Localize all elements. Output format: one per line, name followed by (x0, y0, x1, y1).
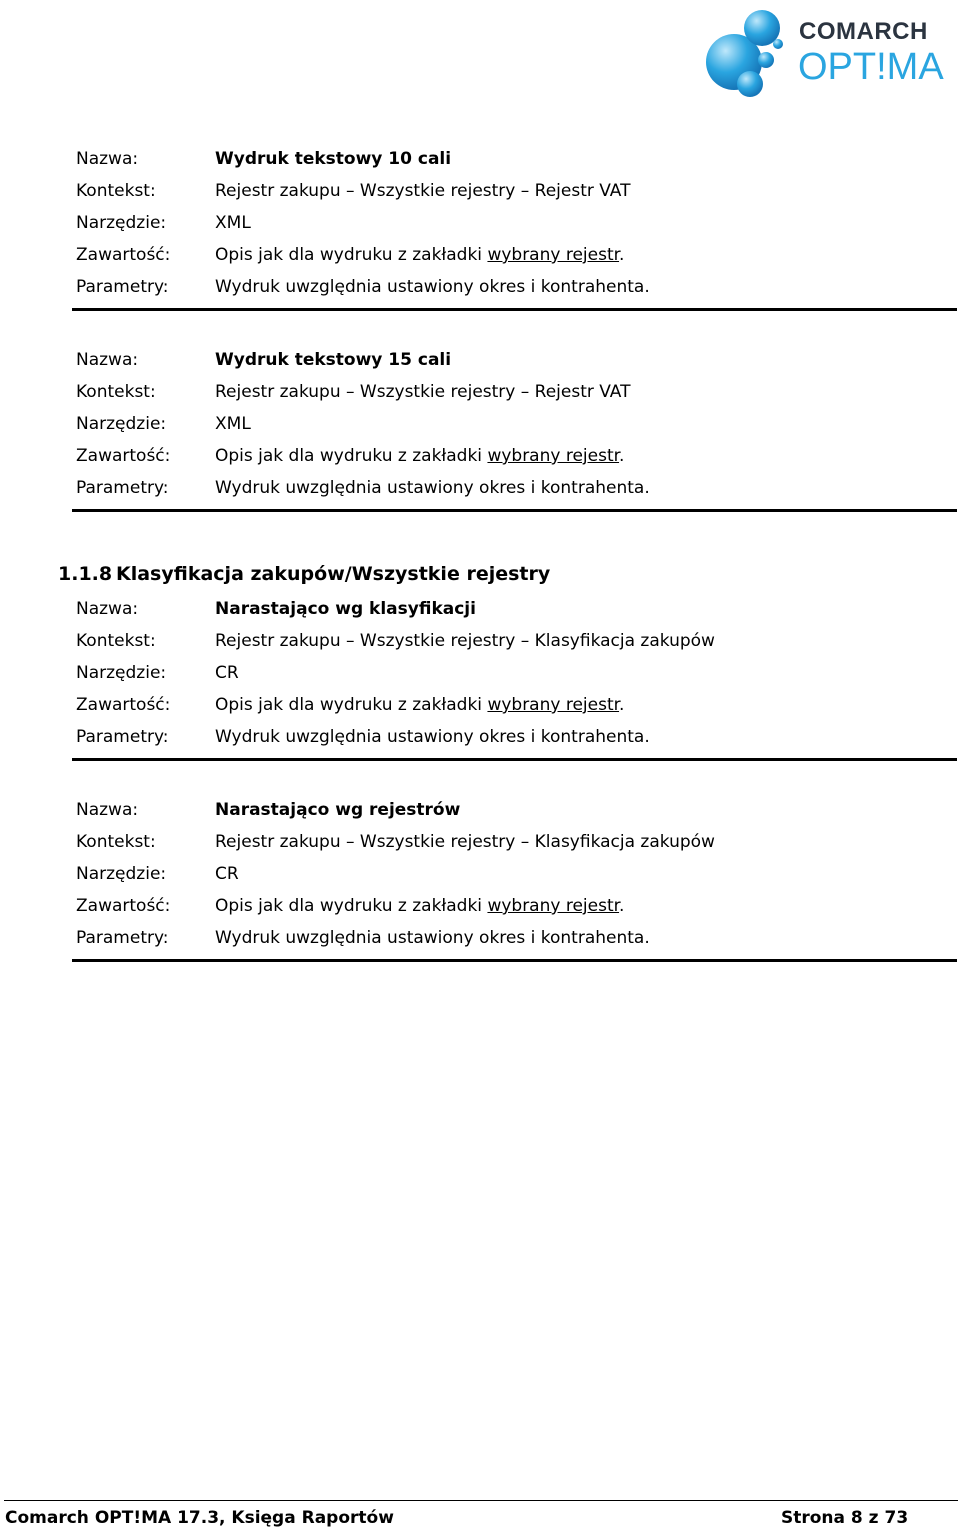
wybrany-rejestr-link[interactable]: wybrany rejestr (487, 896, 620, 916)
divider (72, 758, 957, 761)
divider (72, 308, 957, 311)
tool-label: Narzędzie: (76, 414, 167, 434)
footer-divider (4, 1500, 958, 1501)
comarch-optima-logo (704, 6, 948, 106)
content-text: Opis jak dla wydruku z zakładki (215, 446, 488, 466)
params-label: Parametry: (76, 277, 169, 297)
logo-brand-top: COMARCH (799, 18, 928, 45)
section-title: Klasyfikacja zakupów/Wszystkie rejestry (116, 563, 551, 585)
content-text: Opis jak dla wydruku z zakładki (215, 245, 488, 265)
logo-brand-bottom: OPT!MA (798, 46, 944, 88)
tool-label: Narzędzie: (76, 213, 167, 233)
report-name: Narastająco wg klasyfikacji (215, 599, 476, 619)
section-heading (58, 561, 550, 587)
content-suffix: . (619, 245, 625, 265)
report-params: Wydruk uwzględnia ustawiony okres i kontrahenta. (215, 727, 650, 747)
report-params: Wydruk uwzględnia ustawiony okres i kontrahenta. (215, 928, 650, 948)
report-params: Wydruk uwzględnia ustawiony okres i kontrahenta. (215, 277, 650, 297)
report-content (215, 693, 624, 717)
report-name: Wydruk tekstowy 15 cali (215, 350, 452, 370)
bubbles-icon (704, 6, 794, 106)
report-name: Wydruk tekstowy 10 cali (215, 149, 452, 169)
report-tool: CR (215, 864, 239, 884)
name-label: Nazwa: (76, 800, 139, 820)
content-suffix: . (619, 446, 625, 466)
tool-label: Narzędzie: (76, 864, 167, 884)
content-text: Opis jak dla wydruku z zakładki (215, 896, 488, 916)
section-number: 1.1.8 (58, 563, 113, 585)
context-label: Kontekst: (76, 382, 156, 402)
wybrany-rejestr-link[interactable]: wybrany rejestr (487, 245, 620, 265)
divider (72, 959, 957, 962)
report-content (215, 243, 624, 267)
report-tool: XML (215, 213, 251, 233)
params-label: Parametry: (76, 478, 169, 498)
report-context: Rejestr zakupu – Wszystkie rejestry – Klasyfikacja zakupów (215, 832, 715, 852)
report-content (215, 444, 624, 468)
report-tool: CR (215, 663, 239, 683)
context-label: Kontekst: (76, 832, 156, 852)
wybrany-rejestr-link[interactable]: wybrany rejestr (487, 446, 620, 466)
divider (72, 509, 957, 512)
content-suffix: . (619, 896, 625, 916)
content-label: Zawartość: (76, 446, 171, 466)
params-label: Parametry: (76, 928, 169, 948)
wybrany-rejestr-link[interactable]: wybrany rejestr (487, 695, 620, 715)
report-tool: XML (215, 414, 251, 434)
tool-label: Narzędzie: (76, 663, 167, 683)
report-params: Wydruk uwzględnia ustawiony okres i kontrahenta. (215, 478, 650, 498)
name-label: Nazwa: (76, 599, 139, 619)
content-label: Zawartość: (76, 245, 171, 265)
name-label: Nazwa: (76, 149, 139, 169)
report-context: Rejestr zakupu – Wszystkie rejestry – Klasyfikacja zakupów (215, 631, 715, 651)
content-label: Zawartość: (76, 695, 171, 715)
report-name: Narastająco wg rejestrów (215, 800, 461, 820)
params-label: Parametry: (76, 727, 169, 747)
content-suffix: . (619, 695, 625, 715)
content-label: Zawartość: (76, 896, 171, 916)
context-label: Kontekst: (76, 181, 156, 201)
report-content (215, 894, 624, 918)
content-text: Opis jak dla wydruku z zakładki (215, 695, 488, 715)
report-context: Rejestr zakupu – Wszystkie rejestry – Rejestr VAT (215, 382, 631, 402)
context-label: Kontekst: (76, 631, 156, 651)
name-label: Nazwa: (76, 350, 139, 370)
report-context: Rejestr zakupu – Wszystkie rejestry – Rejestr VAT (215, 181, 631, 201)
footer-page-number: Strona 8 z 73 (781, 1508, 909, 1528)
footer-document-title: Comarch OPT!MA 17.3, Księga Raportów (5, 1508, 394, 1528)
